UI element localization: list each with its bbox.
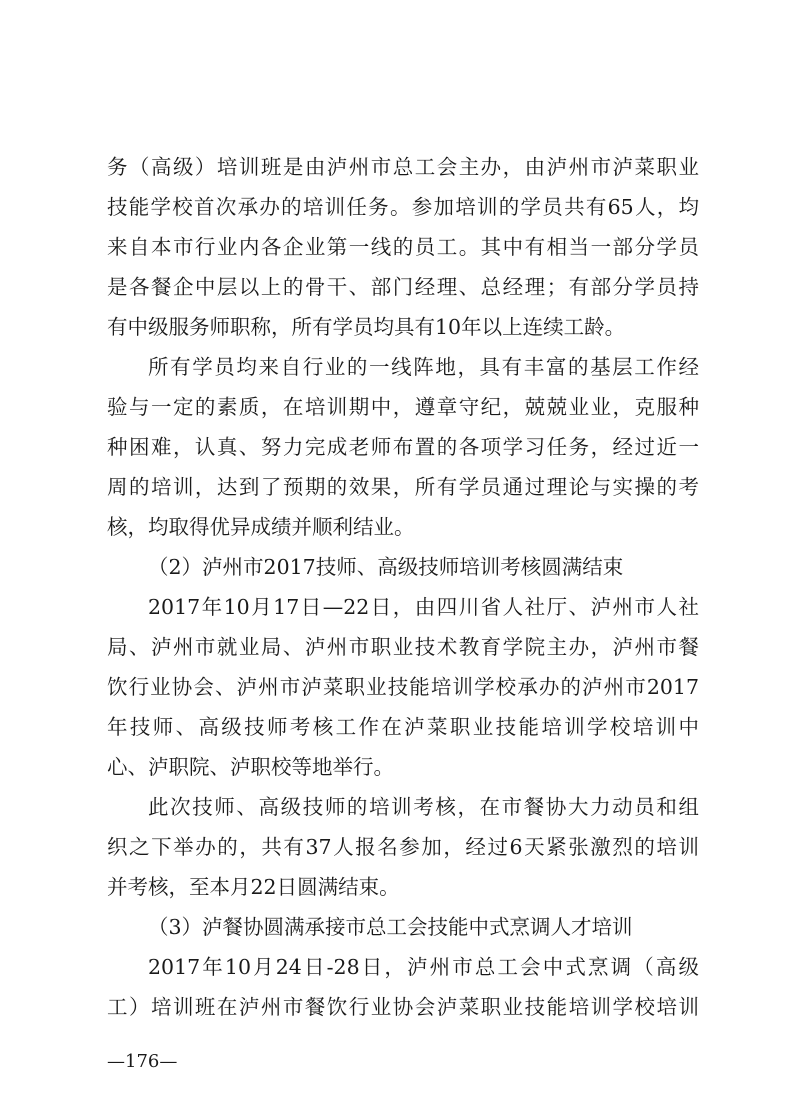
- text-line: 饮行业协会、泸州市泸菜职业技能培训学校承办的泸州市2017: [107, 675, 699, 699]
- text-line: 局、泸州市就业局、泸州市职业技术教育学院主办，泸州市餐: [107, 635, 699, 659]
- text-line: 来自本市行业内各企业第一线的员工。其中有相当一部分学员: [107, 235, 699, 259]
- text-line: 种困难，认真、努力完成老师布置的各项学习任务，经过近一: [107, 435, 699, 459]
- text-line: 所有学员均来自行业的一线阵地，具有丰富的基层工作经: [148, 355, 699, 379]
- text-line: 年技师、高级技师考核工作在泸菜职业技能培训学校培训中: [107, 715, 699, 739]
- text-line: 并考核，至本月22日圆满结束。: [107, 875, 400, 899]
- text-line: 工）培训班在泸州市餐饮行业协会泸菜职业技能培训学校培训: [107, 995, 699, 1019]
- text-line: 周的培训，达到了预期的效果，所有学员通过理论与实操的考: [107, 475, 699, 499]
- text-line: 心、泸职院、泸职校等地举行。: [107, 755, 394, 779]
- text-line: 是各餐企中层以上的骨干、部门经理、总经理；有部分学员持: [107, 275, 699, 299]
- body-text: [107, 147, 699, 1027]
- text-line: 2017年10月17日—22日，由四川省人社厅、泸州市人社: [148, 595, 699, 619]
- text-line: 有中级服务师职称，所有学员均具有10年以上连续工龄。: [107, 315, 626, 339]
- text-line: 验与一定的素质，在培训期中，遵章守纪，兢兢业业，克服种: [107, 395, 699, 419]
- text-line: 织之下举办的，共有37人报名参加，经过6天紧张激烈的培训: [107, 835, 699, 859]
- section-heading: （2）泸州市2017技师、高级技师培训考核圆满结束: [148, 555, 624, 579]
- text-line: 核，均取得优异成绩并顺利结业。: [107, 515, 415, 539]
- section-heading: （3）泸餐协圆满承接市总工会技能中式烹调人才培训: [148, 915, 633, 939]
- text-line: 2017年10月24日-28日，泸州市总工会中式烹调（高级: [148, 955, 699, 979]
- text-line: 务（高级）培训班是由泸州市总工会主办，由泸州市泸菜职业: [107, 155, 699, 179]
- page-number: —176—: [107, 1051, 178, 1072]
- text-line: 此次技师、高级技师的培训考核，在市餐协大力动员和组: [148, 795, 699, 819]
- text-line: 技能学校首次承办的培训任务。参加培训的学员共有65人，均: [107, 195, 699, 219]
